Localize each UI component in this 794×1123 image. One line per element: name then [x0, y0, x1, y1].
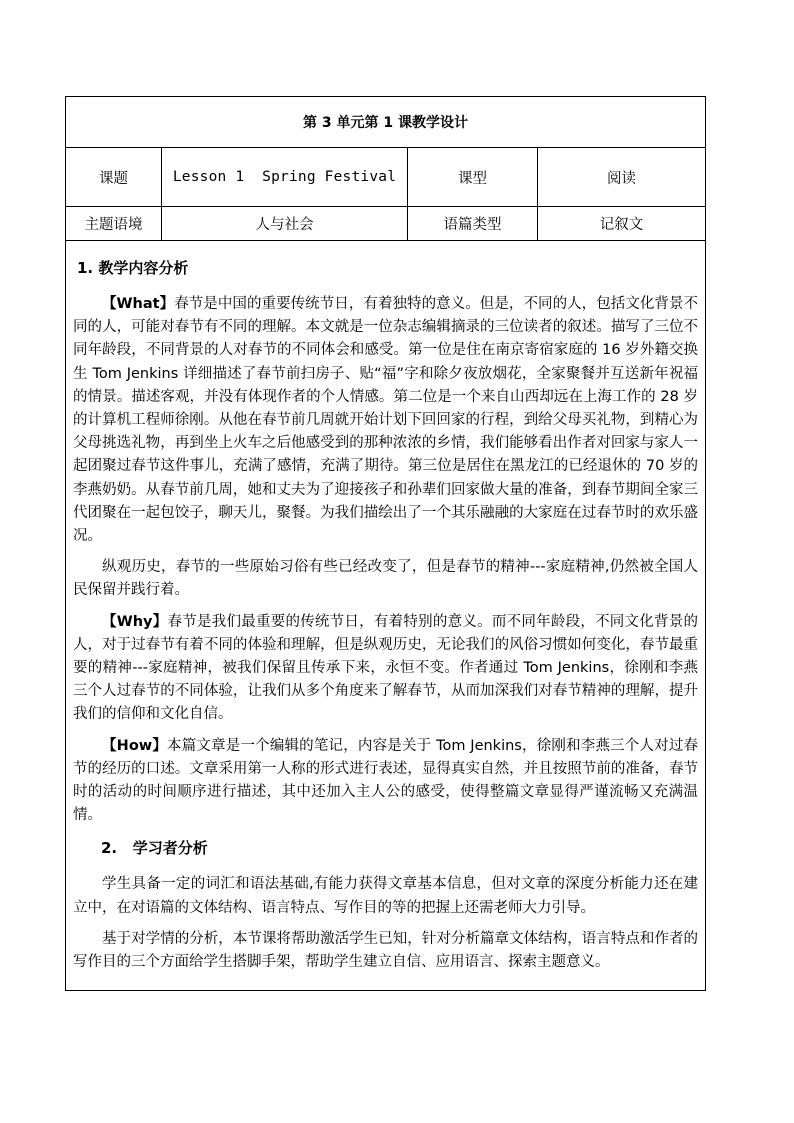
how-paragraph	[73, 735, 698, 828]
what-tag: 【What】	[102, 296, 175, 312]
lesson-design-table	[65, 96, 706, 991]
content-analysis-cell	[66, 241, 706, 991]
genre-value: 记叙文	[538, 207, 706, 241]
type-value: 阅读	[538, 148, 706, 207]
topic-label: 课题	[66, 148, 162, 207]
what-paragraph	[73, 293, 698, 548]
page-title: 第 3 单元第 1 课教学设计	[66, 97, 706, 148]
how-tag: 【How】	[102, 737, 168, 754]
section2-title: 2. 学习者分析	[101, 839, 208, 858]
genre-label: 语篇类型	[408, 207, 538, 241]
type-label: 课型	[408, 148, 538, 207]
what-text: 春节是中国的重要传统节日，有着独特的意义。但是，不同的人，包括文化背景不同的人，可能对春节有不同的理解。本文就是一位杂志编辑摘录的三位读者的叙述。描写了三位不同年龄段，不同背景的人对春节的不同体会和感受。第一位是住在南京寄宿家庭的 16 岁外籍交换生 Tom Jenkins 详细描述了春节前扫房子、贴“福”字和除夕夜放烟花，全家聚餐并互送新年祝福的情景。描述客观，并没有体现作者的个人情感。第二位是一个来自山西却远在上海工作的 28 岁的计算机工程师徐刚。从他在春节前几周就开始计划下回回家的行程，到给父母买礼物，到精心为父母挑选礼物，再到坐上火车之后他感受到的那种浓浓的乡情，我们能够看出作者对回家与家人一起团聚过春节这件事儿，充满了感情，充满了期待。第三位是居住在黑龙江的已经退休的 70 岁的李燕奶奶。从春节前几周，她和丈夫为了迎接孩子和孙辈们回家做大量的准备，到春节期间全家三代团聚在一起包饺子，聊天儿，聚餐。为我们描绘出了一个其乐融融的大家庭在过春节时的欢乐盛况。	[73, 296, 699, 545]
why-text: 春节是我们最重要的传统节日，有着特别的意义。而不同年龄段，不同文化背景的人，对于过春节有着不同的体验和理解，但是纵观历史，无论我们的风俗习惯如何变化，春节最重要的精神---家庭精神，被我们保留且传承下来，永恒不变。作者通过 Tom Jenkins，徐刚和李燕三个人过春节的不同体验，让我们从多个角度来了解春节，从而加深我们对春节精神的理解，提升我们的信仰和文化自信。	[73, 613, 699, 723]
why-tag: 【Why】	[102, 613, 168, 630]
topic-value: Lesson 1 Spring Festival	[162, 148, 408, 207]
learner-paragraph-1: 学生具备一定的词汇和语法基础,有能力获得文章基本信息，但对文章的深度分析能力还在建立中，在对语篇的文体结构、语言特点、写作目的等的把握上还需老师大力引导。	[73, 876, 699, 916]
how-text: 本篇文章是一个编辑的笔记，内容是关于 Tom Jenkins，徐刚和李燕三个人对过春节的经历的口述。文章采用第一人称的形式进行表述，显得真实自然，并且按照节前的准备，春节时的活动的时间顺序进行描述，其中还加入主人公的感受，使得整篇文章显得严谨流畅又充满温情。	[73, 737, 699, 824]
context-value: 人与社会	[162, 207, 408, 241]
history-paragraph: 纵观历史，春节的一些原始习俗有些已经改变了，但是春节的精神---家庭精神,仍然被全国人民保留并践行着。	[73, 559, 699, 599]
learner-paragraph-2: 基于对学情的分析，本节课将帮助激活学生已知，针对分析篇章文体结构，语言特点和作者的写作目的三个方面给学生搭脚手架，帮助学生建立自信、应用语言、探索主题意义。	[73, 930, 699, 971]
why-paragraph	[73, 611, 698, 727]
context-label: 主题语境	[66, 207, 162, 241]
section1-title: 1. 教学内容分析	[77, 259, 189, 277]
